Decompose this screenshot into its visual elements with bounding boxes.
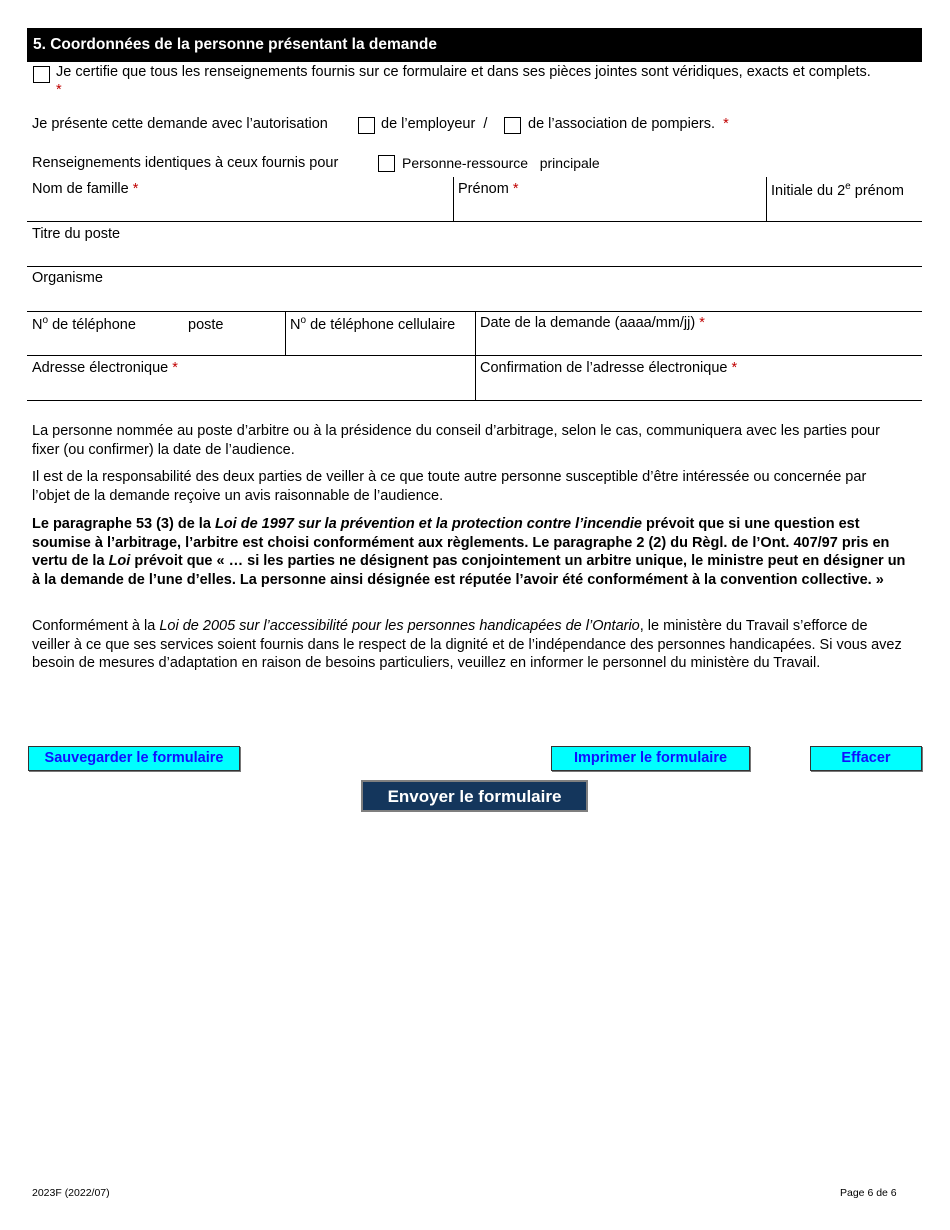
divider [27, 221, 922, 222]
first-name-label: Prénom * [458, 181, 519, 197]
notice-paragraph: Il est de la responsabilité des deux parties de veiller à ce que toute autre personne susceptible d’être intéressée ou concernée par l’objet de la demande reçoive un avis raisonnable de l’audience. [32, 469, 867, 504]
print-form-button[interactable]: Imprimer le formulaire [551, 746, 750, 771]
legal-paragraph: Le paragraphe 53 (3) de la Loi de 1997 sur la prévention et la protection contre l’incendie prévoit que si une question est soumise à l’arbitrage, l’arbitre est choisi conformément aux règlements. Le paragraphe 2 (2) du Règl. de l’Ont. 407/97 pris en vertu de la Loi prévoit que « … si les parties ne désignent pas conjointement un arbitre unique, le ministre peut en désigner un à la demande de l’une d’elles. La personne ainsi désignée est réputée l’avoir été conformément à la convention collective. » [32, 516, 906, 588]
email-input[interactable] [32, 378, 470, 398]
accessibility-paragraph: Conformément à la Loi de 2005 sur l’accessibilité pour les personnes handicapées de l’Ontario, le ministère du Travail s’efforce de veiller à ce que ses services soient fournis dans le respect de la dignité et de l’indépendance des personnes handicapées. Si vous avez besoin de mesures d’adaptation en raison de besoins particuliers, veuillez en informer le personnel du ministère du Travail. [32, 618, 902, 671]
certify-checkbox[interactable] [33, 66, 50, 83]
first-name-input[interactable] [458, 199, 758, 219]
association-checkbox[interactable] [504, 117, 521, 134]
save-form-button[interactable]: Sauvegarder le formulaire [28, 746, 240, 771]
email-confirm-label: Confirmation de l’adresse électronique * [480, 360, 738, 376]
middle-initial-label: Initiale du 2e prénom [771, 181, 904, 199]
phone-label: $N^o$ de téléphone [32, 315, 136, 333]
section-header [27, 28, 922, 62]
divider [27, 400, 922, 401]
cell-phone-label: $N^o$ de téléphone cellulaire [290, 315, 456, 333]
identical-label: Renseignements identiques à ceux fournis pour [32, 155, 339, 171]
employer-label: de l’employeur / [381, 116, 488, 132]
divider [453, 177, 454, 221]
divider [766, 177, 767, 221]
association-label: de l’association de pompiers. * [528, 116, 729, 132]
contact-label: Personne-ressource principale [402, 155, 600, 171]
date-input[interactable] [480, 334, 915, 354]
hearing-paragraph: La personne nommée au poste d’arbitre ou à la présidence du conseil d’arbitrage, selon le cas, communiquera avec les parties pour fixer (ou confirmer) la date de l’audience. [32, 423, 880, 458]
form-id: 2023F (2022/07) [32, 1187, 110, 1199]
contact-checkbox[interactable] [378, 155, 395, 172]
clear-button[interactable]: Effacer [810, 746, 922, 771]
email-confirm-input[interactable] [480, 378, 915, 398]
cell-phone-input[interactable] [290, 334, 470, 354]
job-title-label: Titre du poste [32, 226, 121, 242]
last-name-input[interactable] [32, 199, 447, 219]
page-number: Page 6 de 6 [840, 1187, 897, 1199]
submit-form-button[interactable]: Envoyer le formulaire [361, 780, 588, 812]
divider [27, 266, 922, 267]
certify-label: Je certifie que tous les renseignements fournis sur ce formulaire et dans ses pièces jointes sont véridiques, exacts et complets. * [56, 64, 871, 98]
extension-label: poste [188, 317, 224, 333]
job-title-input[interactable] [32, 244, 912, 264]
email-label: Adresse électronique * [32, 360, 178, 376]
last-name-label: Nom de famille * [32, 181, 139, 197]
authorization-label: Je présente cette demande avec l’autorisation [32, 116, 328, 132]
phone-input[interactable] [32, 334, 280, 354]
date-label: Date de la demande (aaaa/mm/jj) * [480, 315, 705, 331]
organization-label: Organisme [32, 270, 103, 286]
organization-input[interactable] [32, 288, 912, 308]
section-title: 5. Coordonnées de la personne présentant la demande [33, 36, 437, 53]
employer-checkbox[interactable] [358, 117, 375, 134]
middle-initial-input[interactable] [771, 199, 916, 219]
divider [285, 311, 286, 355]
divider [27, 355, 922, 356]
